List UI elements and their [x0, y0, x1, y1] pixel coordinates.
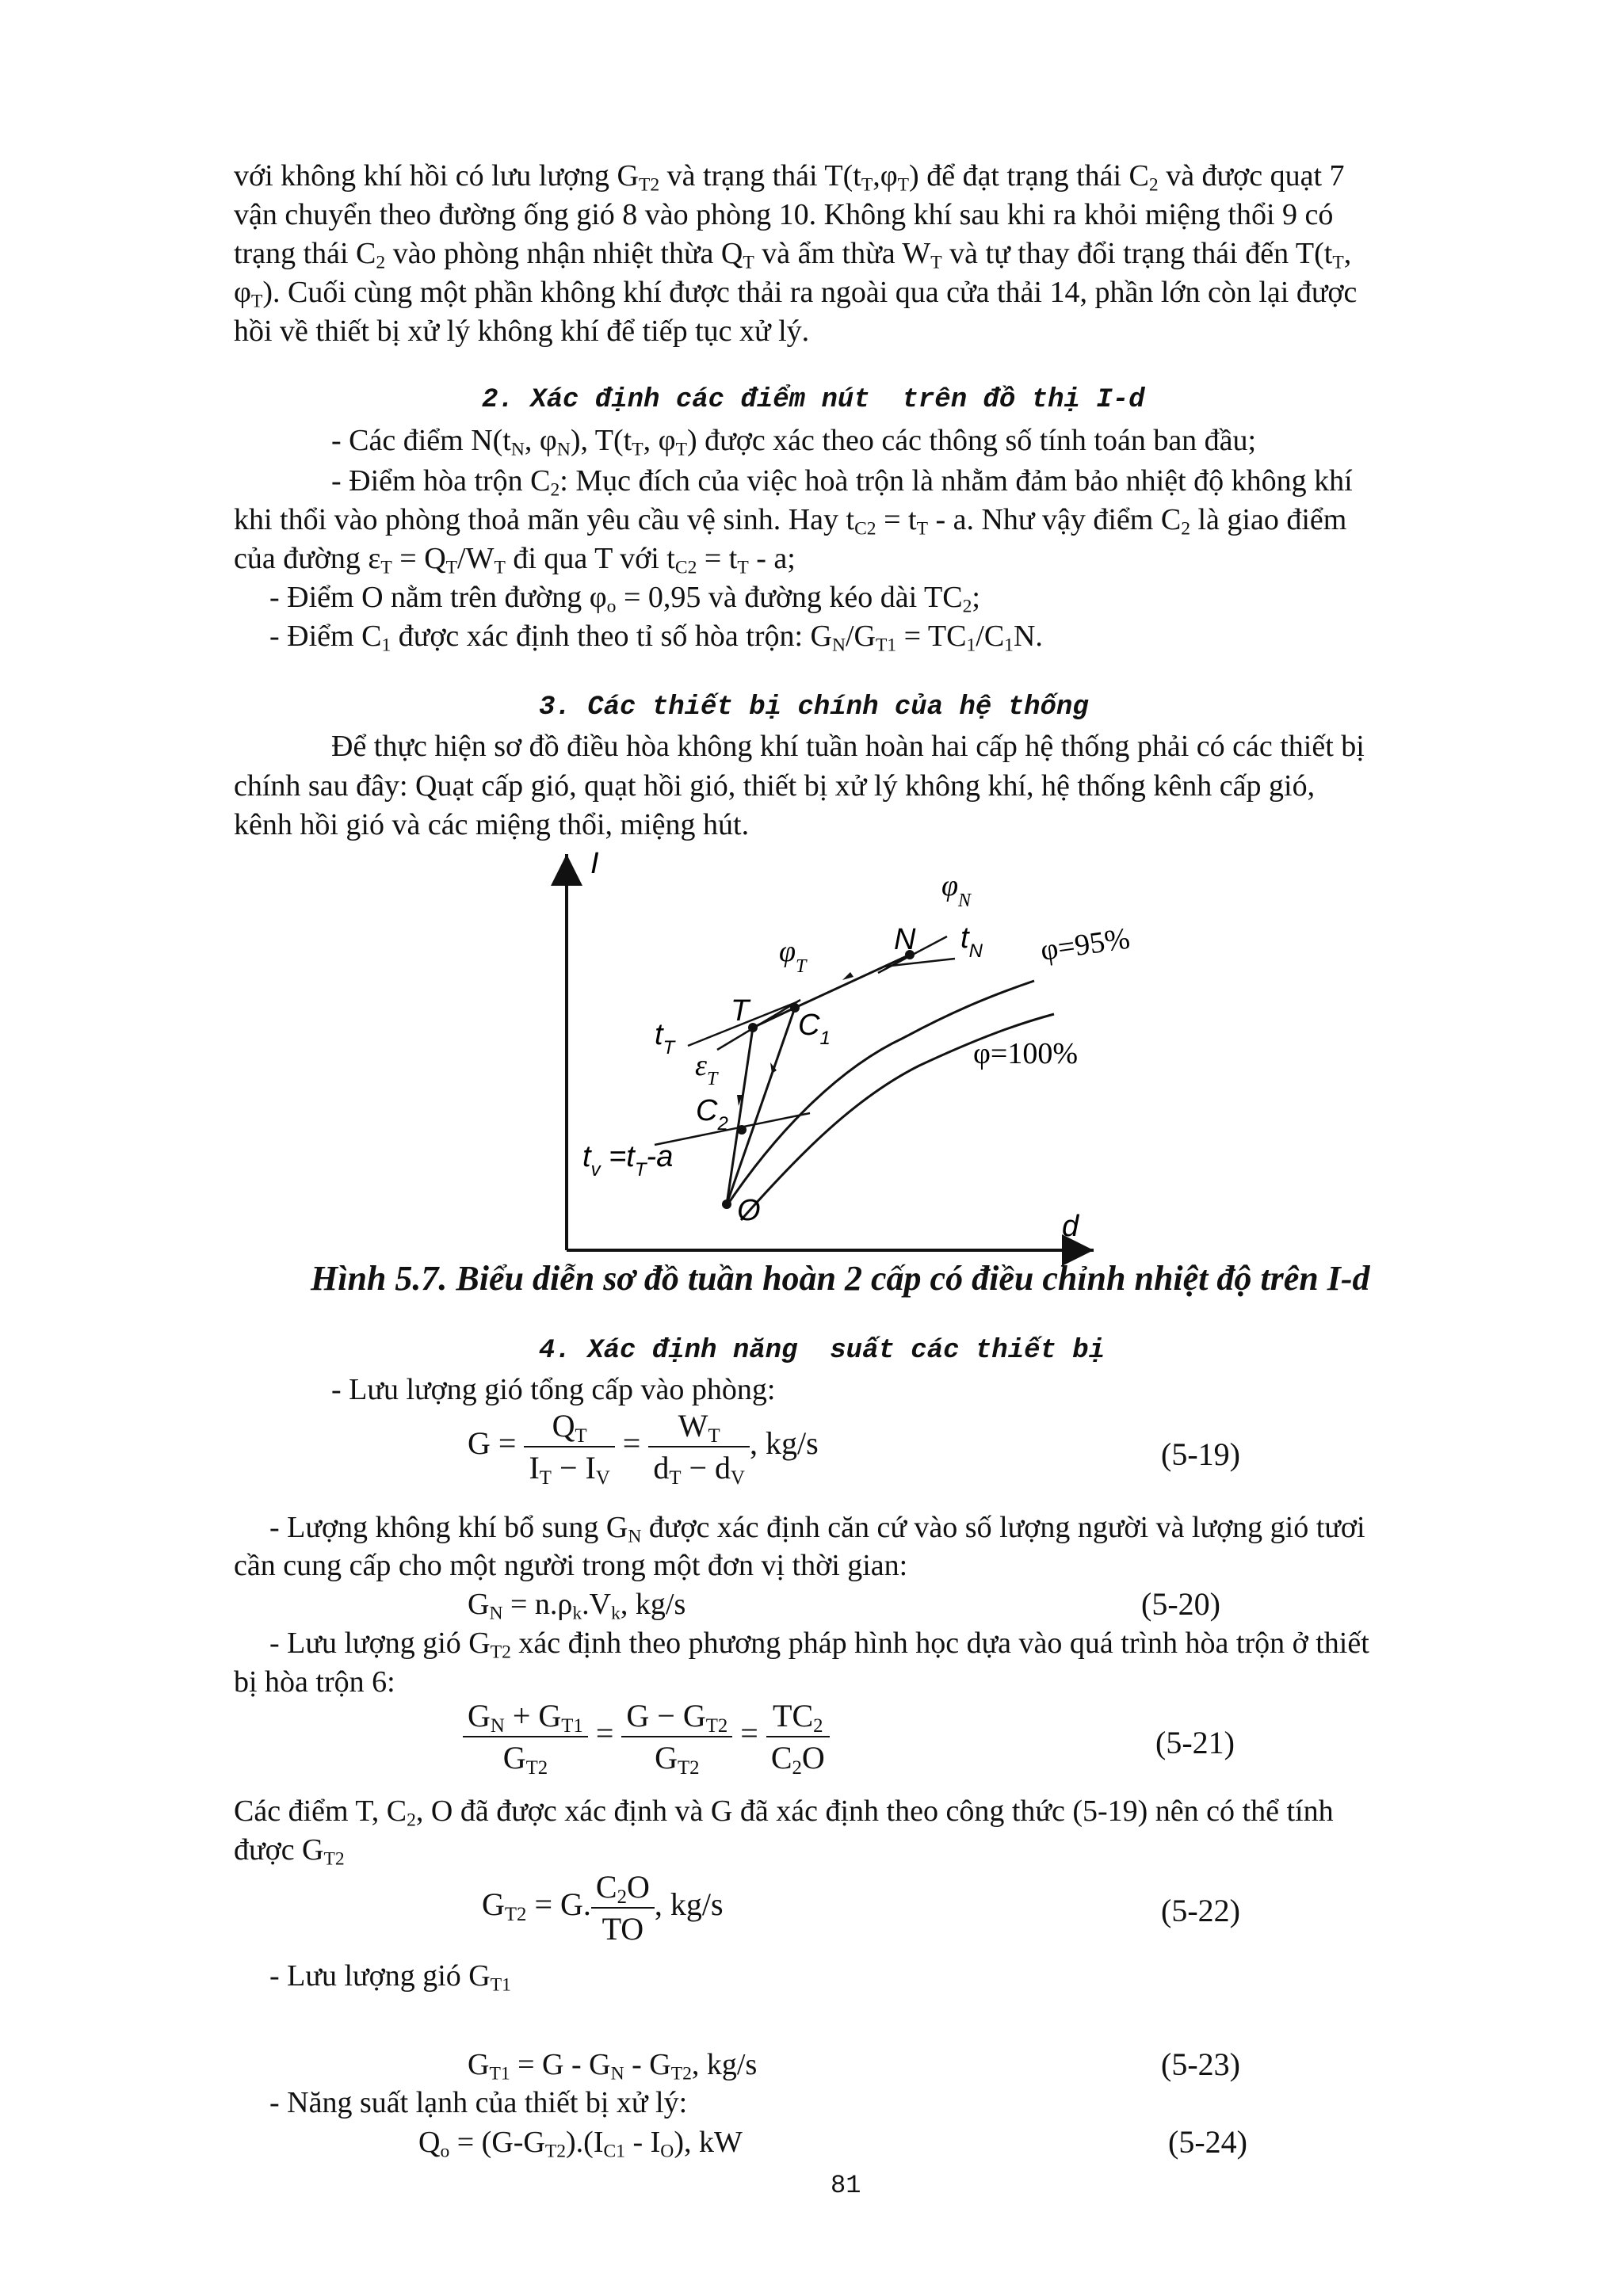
equation-5-20: $G_N = n.\rho_k.V_k$, kg/s — [468, 1588, 686, 1624]
section2-heading: 2. Xác định các điểm nút trên đồ thị I-d — [482, 385, 1145, 415]
label-N: N — [894, 923, 916, 956]
line-N-C1 — [795, 955, 910, 1008]
label-C2: $C_2$ — [696, 1094, 728, 1135]
label-phi-T: $\varphi_T$ — [779, 935, 807, 977]
equation-5-24: $Q_o = (G-G_{T2}).(I_{C1} - I_O)$, kW — [418, 2126, 743, 2162]
para1-line2: vận chuyển theo đường ống gió 8 vào phòng 10. Không khí sau khi ra khỏi miệng thổi 9 có — [234, 198, 1334, 231]
axis-label-y: I — [590, 847, 599, 880]
label-phi-95: φ=95% — [1038, 921, 1132, 967]
label-phi-100: φ=100% — [973, 1037, 1079, 1070]
label-eps-T: $\varepsilon_T$ — [695, 1049, 718, 1089]
section3-line1: Để thực hiện sơ đồ điều hòa không khí tuần hoàn hai cấp hệ thống phải có các thiết bị — [331, 730, 1365, 763]
figure-caption: Hình 5.7. Biểu diễn sơ đồ tuần hoàn 2 cấp có điều chỉnh nhiệt độ trên I-d — [311, 1259, 1370, 1298]
point-T — [748, 1023, 758, 1032]
para1-line5: hồi về thiết bị xử lý không khí để tiếp tục xử lý. — [234, 315, 810, 348]
equation-5-22: $G_{T2} = G$. $\frac{C_2O}{TO}$ , kg/s — [482, 1869, 724, 1947]
eqno-5-21: (5-21) — [1155, 1725, 1235, 1760]
section4-bullet2: - Lượng không khí bổ sung $G_N$ được xác định căn cứ vào số lượng người và lượng gió tươi — [269, 1511, 1365, 1547]
section3-line3: kênh hồi gió và các miệng thổi, miệng hút. — [234, 808, 750, 841]
section4-bullet5: - Năng suất lạnh của thiết bị xử lý: — [269, 2086, 688, 2119]
equation-5-19: G = $\frac{Q_T}{I_T - I_V}$ = $\frac{W_T}{d_T - d_V}$ , kg/s — [468, 1408, 819, 1489]
equation-5-21: $\frac{G_N + G_{T1}}{G_{T2}}$ = $\frac{G - G_{T2}}{G_{T2}}$ = $\frac{TC_2}{C_2O}$ — [463, 1697, 830, 1776]
label-phi-N: $\varphi_N$ — [941, 869, 972, 911]
section2-bullet4: - Điểm $C_1$ được xác định theo tỉ số hòa trộn: $G_N/G_{T1} = TC_1/C_1N$. — [269, 620, 1043, 656]
label-T: T — [731, 994, 750, 1028]
section4-bullet4: - Lưu lượng gió $G_{T1}$ — [269, 1959, 511, 1996]
eqno-5-23: (5-23) — [1161, 2046, 1240, 2082]
label-t-v: $t_v =t_T-a$ — [582, 1140, 674, 1180]
section4-bullet1: - Lưu lượng gió tổng cấp vào phòng: — [331, 1373, 776, 1406]
section2-bullet2-line3: của đường $\varepsilon_T = Q_T/W_T$ đi qua T với $t_{C2} = t_T - a$; — [234, 542, 796, 578]
label-t-T: $t_T$ — [655, 1018, 675, 1058]
point-O — [722, 1199, 731, 1209]
label-t-N: $t_N$ — [960, 921, 983, 962]
eqno-5-24: (5-24) — [1168, 2124, 1247, 2160]
section4-bullet3-line2: bị hòa trộn 6: — [234, 1665, 395, 1699]
section2-bullet1: - Các điểm $N(t_N$, $\varphi_N$), $T(t_T$, $\varphi_T$) được xác theo các thông số tính toán ban đầu; — [331, 424, 1257, 460]
section3-heading: 3. Các thiết bị chính của hệ thống — [539, 692, 1089, 723]
arrow-N-C1 — [842, 972, 854, 980]
para1-line3: trạng thái $C_2$ vào phòng nhận nhiệt thừa $Q_T$ và ẩm thừa $W_T$ và tự thay đổi trạng thái đến $T(t_T$, — [234, 237, 1352, 273]
section4-bullet2-line2: cần cung cấp cho một người trong một đơn vị thời gian: — [234, 1549, 908, 1582]
eqno-5-19: (5-19) — [1161, 1436, 1240, 1472]
curve-phi-95 — [725, 981, 1034, 1208]
section4-para1-line2: được $G_{T2}$ — [234, 1833, 345, 1870]
section4-bullet3: - Lưu lượng gió $G_{T2}$ xác định theo phương pháp hình học dựa vào quá trình hòa trộn ở thiết — [269, 1627, 1369, 1663]
eqno-5-20: (5-20) — [1141, 1586, 1220, 1622]
section2-bullet2: - Điểm hòa trộn $C_2$: Mục đích của việc hoà trộn là nhằm đảm bảo nhiệt độ không khí — [331, 464, 1353, 501]
section4-para1: Các điểm T, $C_2$, O đã được xác định và G đã xác định theo công thức (5-19) nên có thể tính — [234, 1794, 1334, 1831]
para1-line4: $\varphi_T$). Cuối cùng một phần không khí được thải ra ngoài qua cửa thải 14, phần lớn còn lại được — [234, 276, 1358, 312]
page-number: 81 — [831, 2171, 861, 2200]
axis-label-x: d — [1062, 1210, 1079, 1243]
section2-bullet2-line2: khi thổi vào phòng thoả mãn yêu cầu vệ sinh. Hay $t_{C2} = t_T - a$. Như vậy điểm $C_2$ là giao điểm — [234, 503, 1347, 540]
section3-line2: chính sau đây: Quạt cấp gió, quạt hồi gió, thiết bị xử lý không khí, hệ thống kênh cấp gió, — [234, 769, 1316, 803]
label-C1: $C_1$ — [798, 1009, 831, 1049]
section2-bullet3: - Điểm O nằm trên đường $\varphi_o = 0,95$ và đường kéo dài $TC_2$; — [269, 581, 980, 617]
eqno-5-22: (5-22) — [1161, 1893, 1240, 1928]
para1-line1: với không khí hồi có lưu lượng $G_{T2}$ và trạng thái $T(t_T,\varphi_T)$ để đạt trạng thái $C_2$ và được quạt 7 — [234, 159, 1345, 196]
point-C2 — [737, 1125, 747, 1135]
section4-heading: 4. Xác định năng suất các thiết bị — [539, 1336, 1106, 1366]
line-T-O — [727, 1028, 753, 1204]
label-O: O — [737, 1194, 761, 1227]
equation-5-23: $G_{T1} = G - G_N - G_{T2}$, kg/s — [468, 2048, 758, 2084]
